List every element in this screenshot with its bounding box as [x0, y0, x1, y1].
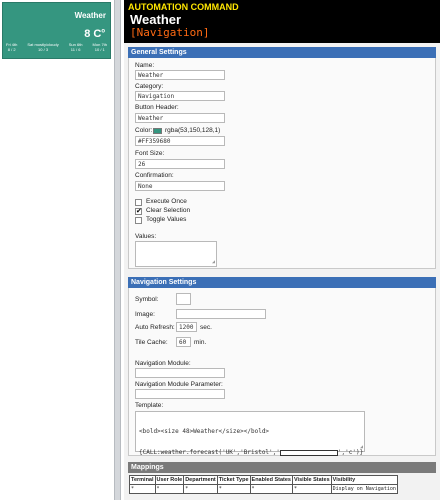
mappings-header[interactable]: Mappings	[128, 462, 436, 473]
tile-cache-input[interactable]: 60	[176, 337, 191, 347]
header-category: [Navigation]	[130, 26, 210, 39]
header-kind: AUTOMATION COMMAND	[128, 2, 239, 12]
header-name: Weather	[130, 12, 182, 27]
forecast-day: Fri 4th 8 / 2	[6, 42, 18, 52]
forecast-day: Mon 7th 10 / 1	[92, 42, 107, 52]
table-row[interactable]	[130, 485, 398, 494]
tile-cache-label: Tile Cache:	[135, 339, 168, 346]
color-swatch[interactable]	[153, 128, 162, 134]
values-textarea[interactable]	[135, 241, 217, 267]
column-header: Department	[185, 477, 216, 483]
resize-grip-icon[interactable]: ◢	[359, 444, 363, 450]
toggle-values-label: Toggle Values	[146, 216, 187, 223]
weather-tile[interactable]	[2, 2, 111, 59]
column-header: Visibility	[331, 476, 397, 485]
button-header-input[interactable]: Weather	[135, 113, 225, 123]
column-header: Enabled States	[251, 477, 291, 483]
clear-selection-checkbox[interactable]	[135, 208, 142, 215]
general-settings-body	[128, 58, 436, 269]
table-cell[interactable]: *	[155, 485, 184, 494]
color-label: Color:	[135, 127, 153, 134]
color-input[interactable]: #FF359680	[135, 136, 225, 146]
splitter[interactable]	[114, 0, 121, 500]
name-input[interactable]: Weather	[135, 70, 225, 80]
forecast-day: Sun 6th 11 / 6	[68, 42, 83, 52]
preview-area	[0, 0, 114, 61]
template-label: Template:	[135, 402, 164, 409]
font-size-label: Font Size:	[135, 150, 165, 157]
table-cell[interactable]: Display on Navigation	[332, 486, 396, 492]
navigation-module-label: Navigation Module:	[135, 360, 191, 367]
column-header: User Role	[156, 477, 183, 483]
confirmation-input[interactable]: None	[135, 181, 225, 191]
color-rgba: rgba(53,150,128,1)	[165, 127, 221, 134]
button-header-label: Button Header:	[135, 104, 179, 111]
category-input[interactable]: Navigation	[135, 91, 225, 101]
column-header: Ticket Type	[218, 477, 249, 483]
font-size-input[interactable]: 26	[135, 159, 225, 169]
execute-once-checkbox[interactable]	[135, 199, 142, 206]
template-line: {CALL:weather.forecast('UK','Bristol',' ','c')}	[139, 449, 364, 456]
tile-cache-unit: min.	[194, 339, 207, 346]
table-cell[interactable]: *	[292, 485, 331, 494]
navigation-module-parameter-label: Navigation Module Parameter:	[135, 381, 223, 388]
forecast-day: Sat mostly/cloudy 10 / 3	[27, 42, 59, 52]
auto-refresh-label: Auto Refresh:	[135, 324, 175, 331]
tile-forecast	[6, 42, 107, 52]
image-input[interactable]	[176, 309, 266, 319]
table-cell[interactable]: *	[184, 485, 218, 494]
redacted-box	[280, 450, 338, 456]
clear-selection-label: Clear Selection	[146, 207, 191, 214]
table-cell[interactable]: *	[217, 485, 250, 494]
confirmation-label: Confirmation:	[135, 172, 174, 179]
navigation-module-parameter-input[interactable]	[135, 389, 225, 399]
table-cell[interactable]: *	[250, 485, 292, 494]
symbol-picker[interactable]	[176, 293, 191, 305]
table-header-row	[130, 476, 398, 485]
image-label: Image:	[135, 311, 155, 318]
tile-temperature: 8 $C^o$	[84, 28, 105, 40]
values-label: Values:	[135, 233, 157, 240]
editor-panel	[124, 0, 440, 500]
tile-title: Weather	[74, 11, 106, 20]
template-line: <bold><size 48>Weather</size></bold>	[139, 428, 270, 435]
general-settings-header[interactable]: General Settings	[128, 47, 436, 58]
navigation-settings-header[interactable]: Navigation Settings	[128, 277, 436, 288]
mappings-table	[129, 475, 398, 494]
command-header	[124, 0, 440, 43]
navigation-module-input[interactable]	[135, 368, 225, 378]
table-cell[interactable]: *	[130, 485, 156, 494]
column-header: Visible States	[293, 477, 330, 483]
name-label: Name:	[135, 62, 155, 69]
template-textarea[interactable]	[135, 411, 365, 456]
toggle-values-checkbox[interactable]	[135, 217, 142, 224]
execute-once-label: Execute Once	[146, 198, 187, 205]
symbol-label: Symbol:	[135, 296, 159, 303]
category-label: Category:	[135, 83, 164, 90]
column-header: Terminal	[131, 477, 154, 483]
auto-refresh-unit: sec.	[200, 324, 212, 331]
resize-grip-icon[interactable]: ◢	[211, 259, 215, 265]
auto-refresh-input[interactable]: 1200	[176, 322, 197, 332]
navigation-settings-body	[128, 288, 436, 456]
